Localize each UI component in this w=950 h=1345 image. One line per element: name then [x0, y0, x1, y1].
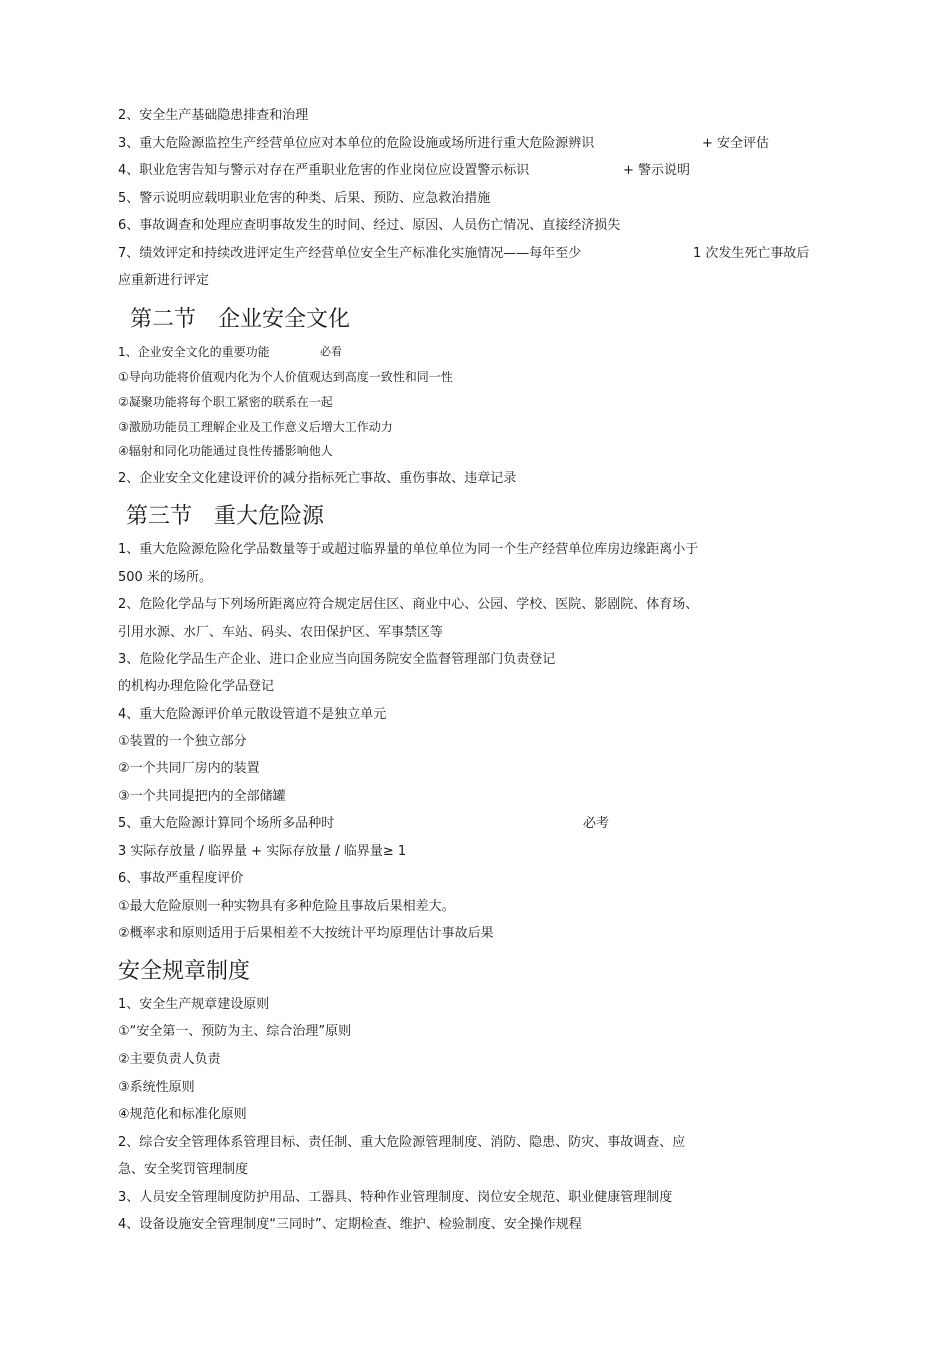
- text-line: 2、企业安全文化建设评价的减分指标死亡事故、重伤事故、违章记录: [118, 471, 517, 486]
- text-line: ②概率求和原则适用于后果相差不大按统计平均原理估计事故后果: [118, 926, 494, 941]
- section-heading: 安全规章制度: [118, 959, 251, 984]
- text-line-tail: + 安全评估: [702, 136, 770, 151]
- text-line: ③一个共同提把内的全部储罐: [118, 789, 286, 804]
- text-line: 急、安全奖罚管理制度: [118, 1162, 249, 1177]
- text-line: 4、设备设施安全管理制度“三同时”、定期检查、维护、检验制度、安全操作规程: [118, 1217, 582, 1232]
- text-line: 2、安全生产基础隐患排查和治理: [118, 108, 309, 123]
- text-line-tail: 1 次发生死亡事故后: [693, 246, 810, 261]
- text-line: 7、绩效评定和持续改进评定生产经营单位安全生产标准化实施情况——每年至少: [118, 246, 582, 261]
- text-line: 2、综合安全管理体系管理目标、责任制、重大危险源管理制度、消防、隐患、防灾、事故调查、应: [118, 1135, 686, 1150]
- text-line: ③激励功能员工理解企业及工作意义后增大工作动力: [118, 420, 393, 434]
- text-line: 4、重大危险源评价单元散设管道不是独立单元: [118, 707, 387, 722]
- text-line: ②主要负责人负责: [118, 1052, 221, 1067]
- text-line: 1、重大危险源危险化学品数量等于或超过临界量的单位单位为同一个生产经营单位库房边缘距离小于: [118, 542, 699, 557]
- text-line: 3、重大危险源监控生产经营单位应对本单位的危险设施或场所进行重大危险源辨识: [118, 136, 595, 151]
- text-line: ①最大危险原则一种实物具有多种危险且事故后果相差大。: [118, 899, 455, 914]
- text-line: ②一个共同厂房内的装置: [118, 761, 260, 776]
- section-heading: 第三节 重大危险源: [126, 504, 325, 529]
- text-line: 的机构办理危险化学品登记: [118, 679, 275, 694]
- text-line: 5、警示说明应载明职业危害的种类、后果、预防、应急救治措施: [118, 191, 491, 206]
- text-line: 引用水源、水厂、车站、码头、农田保护区、军事禁区等: [118, 625, 444, 640]
- text-line: 3、危险化学品生产企业、进口企业应当向国务院安全监督管理部门负责登记: [118, 652, 556, 667]
- text-line: ②凝聚功能将每个职工紧密的联系在一起: [118, 395, 333, 409]
- margin-note: 必看: [320, 345, 342, 358]
- text-line: 4、职业危害告知与警示对存在严重职业危害的作业岗位应设置警示标识: [118, 163, 530, 178]
- text-line: 6、事故调查和处理应查明事故发生的时间、经过、原因、人员伤亡情况、直接经济损失: [118, 218, 621, 233]
- text-line: ①“安全第一、预防为主、综合治理”原则: [118, 1024, 352, 1039]
- text-line: 1、安全生产规章建设原则: [118, 997, 270, 1012]
- text-line: ③系统性原则: [118, 1080, 195, 1095]
- text-line: 6、事故严重程度评价: [118, 871, 244, 886]
- text-line: 3、人员安全管理制度防护用品、工器具、特种作业管理制度、岗位安全规范、职业健康管理制度: [118, 1190, 673, 1205]
- text-line: 1、企业安全文化的重要功能: [118, 345, 270, 359]
- text-line: ④规范化和标准化原则: [118, 1107, 247, 1122]
- text-line: 应重新进行评定: [118, 273, 210, 288]
- text-line: 3 实际存放量 / 临界量 + 实际存放量 / 临界量≥ 1: [118, 844, 407, 859]
- text-line: ①导向功能将价值观内化为个人价值观达到高度一致性和同一性: [118, 370, 453, 384]
- text-line: 2、危险化学品与下列场所距离应符合规定居住区、商业中心、公园、学校、医院、影剧院、体育场、: [118, 597, 699, 612]
- text-line: ①装置的一个独立部分: [118, 734, 247, 749]
- section-heading: 第二节 企业安全文化: [130, 307, 351, 332]
- text-line-tail: 必考: [583, 816, 610, 831]
- text-line: 5、重大危险源计算同个场所多品种时: [118, 816, 335, 831]
- text-line: ④辐射和同化功能通过良性传播影响他人: [118, 444, 333, 458]
- text-line: 500 米的场所。: [118, 570, 212, 585]
- text-line-tail: + 警示说明: [623, 163, 691, 178]
